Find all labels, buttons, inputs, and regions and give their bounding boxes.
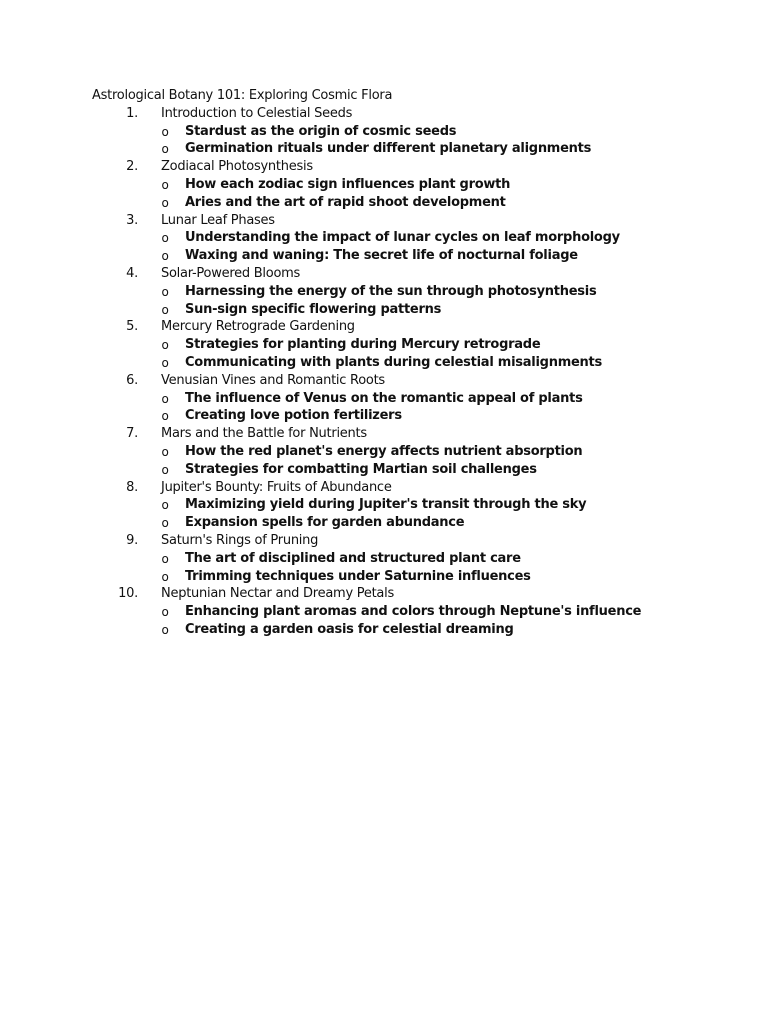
sub-bullet-item <box>92 461 732 479</box>
section-heading <box>92 532 732 550</box>
section-number: 4. <box>126 265 138 281</box>
sub-bullet-item <box>92 390 732 408</box>
outline-section-6 <box>92 372 732 425</box>
sub-bullet-item <box>92 568 732 586</box>
sub-bullet-text: Trimming techniques under Saturnine influences <box>185 568 531 584</box>
hollow-bullet-icon: o <box>161 355 169 370</box>
outline-section-8 <box>92 479 732 532</box>
hollow-bullet-icon: o <box>161 142 169 157</box>
sub-bullet-item <box>92 621 732 639</box>
sub-bullet-item <box>92 336 732 354</box>
hollow-bullet-icon: o <box>161 391 169 406</box>
hollow-bullet-icon: o <box>161 302 169 317</box>
outline-section-3 <box>92 212 732 265</box>
section-heading <box>92 212 732 230</box>
section-number: 1. <box>126 105 138 121</box>
hollow-bullet-icon: o <box>161 338 169 353</box>
sub-bullet-item <box>92 443 732 461</box>
sub-bullet-text: Harnessing the energy of the sun through photosynthesis <box>185 283 597 299</box>
sub-bullet-item <box>92 407 732 425</box>
outline-section-4 <box>92 265 732 318</box>
hollow-bullet-icon: o <box>161 444 169 459</box>
sub-bullet-text: Sun-sign specific flowering patterns <box>185 301 442 317</box>
sub-bullet-item <box>92 496 732 514</box>
section-label: Neptunian Nectar and Dreamy Petals <box>161 586 395 602</box>
sub-bullet-text: Strategies for combatting Martian soil challenges <box>185 461 537 477</box>
hollow-bullet-icon: o <box>161 409 169 424</box>
sub-bullet-text: Creating a garden oasis for celestial dreaming <box>185 621 514 637</box>
sub-bullet-item <box>92 140 732 158</box>
section-label: Mars and the Battle for Nutrients <box>161 426 367 442</box>
section-label: Mercury Retrograde Gardening <box>161 319 355 335</box>
sub-bullet-text: How each zodiac sign influences plant growth <box>185 176 511 192</box>
hollow-bullet-icon: o <box>161 249 169 264</box>
sub-bullet-text: Waxing and waning: The secret life of nocturnal foliage <box>185 248 578 264</box>
sub-bullet-item <box>92 283 732 301</box>
outline-section-10 <box>92 585 732 638</box>
section-number: 10. <box>118 586 138 602</box>
section-label: Lunar Leaf Phases <box>161 212 275 228</box>
sub-bullet-text: Creating love potion fertilizers <box>185 408 402 424</box>
section-heading <box>92 585 732 603</box>
outline-section-2 <box>92 158 732 211</box>
section-heading <box>92 318 732 336</box>
section-number: 6. <box>126 372 138 388</box>
document-title: Astrological Botany 101: Exploring Cosmic Flora <box>92 88 393 103</box>
sub-bullet-item <box>92 229 732 247</box>
section-number: 2. <box>126 159 138 175</box>
section-label: Venusian Vines and Romantic Roots <box>161 372 385 388</box>
sub-bullet-item <box>92 550 732 568</box>
section-label: Zodiacal Photosynthesis <box>161 159 313 175</box>
hollow-bullet-icon: o <box>161 551 169 566</box>
sub-bullet-text: Enhancing plant aromas and colors through Neptune's influence <box>185 604 642 620</box>
section-heading <box>92 105 732 123</box>
hollow-bullet-icon: o <box>161 284 169 299</box>
section-number: 3. <box>126 212 138 228</box>
sub-bullet-text: Stardust as the origin of cosmic seeds <box>185 123 457 139</box>
sub-bullet-text: Aries and the art of rapid shoot development <box>185 194 506 210</box>
sub-bullet-item <box>92 514 732 532</box>
section-number: 9. <box>126 532 138 548</box>
outline-section-5 <box>92 318 732 371</box>
sub-bullet-item <box>92 301 732 319</box>
hollow-bullet-icon: o <box>161 462 169 477</box>
section-heading <box>92 158 732 176</box>
outline-section-7 <box>92 425 732 478</box>
sub-bullet-item <box>92 176 732 194</box>
hollow-bullet-icon: o <box>161 498 169 513</box>
sub-bullet-item <box>92 603 732 621</box>
section-label: Jupiter's Bounty: Fruits of Abundance <box>161 479 392 495</box>
sub-bullet-text: Expansion spells for garden abundance <box>185 515 465 531</box>
sub-bullet-item <box>92 194 732 212</box>
section-heading <box>92 265 732 283</box>
section-heading <box>92 425 732 443</box>
sub-bullet-text: The art of disciplined and structured plant care <box>185 550 521 566</box>
sub-bullet-item <box>92 354 732 372</box>
sub-bullet-item <box>92 247 732 265</box>
hollow-bullet-icon: o <box>161 231 169 246</box>
hollow-bullet-icon: o <box>161 622 169 637</box>
section-number: 7. <box>126 426 138 442</box>
hollow-bullet-icon: o <box>161 516 169 531</box>
hollow-bullet-icon: o <box>161 569 169 584</box>
section-label: Solar-Powered Blooms <box>161 265 301 281</box>
section-label: Saturn's Rings of Pruning <box>161 532 319 548</box>
sub-bullet-text: Maximizing yield during Jupiter's transit through the sky <box>185 497 587 513</box>
section-heading <box>92 372 732 390</box>
section-number: 8. <box>126 479 138 495</box>
sub-bullet-text: Strategies for planting during Mercury retrograde <box>185 337 541 353</box>
hollow-bullet-icon: o <box>161 124 169 139</box>
outline-section-9 <box>92 532 732 585</box>
sub-bullet-item <box>92 123 732 141</box>
section-label: Introduction to Celestial Seeds <box>161 105 353 121</box>
sub-bullet-text: Communicating with plants during celestial misalignments <box>185 354 602 370</box>
hollow-bullet-icon: o <box>161 605 169 620</box>
hollow-bullet-icon: o <box>161 177 169 192</box>
sub-bullet-text: How the red planet's energy affects nutrient absorption <box>185 443 583 459</box>
document-content <box>92 87 732 639</box>
hollow-bullet-icon: o <box>161 195 169 210</box>
sub-bullet-text: The influence of Venus on the romantic appeal of plants <box>185 390 583 406</box>
outline-section-1 <box>92 105 732 158</box>
section-number: 5. <box>126 319 138 335</box>
sub-bullet-text: Germination rituals under different planetary alignments <box>185 141 592 157</box>
sub-bullet-text: Understanding the impact of lunar cycles on leaf morphology <box>185 230 620 246</box>
section-heading <box>92 479 732 497</box>
